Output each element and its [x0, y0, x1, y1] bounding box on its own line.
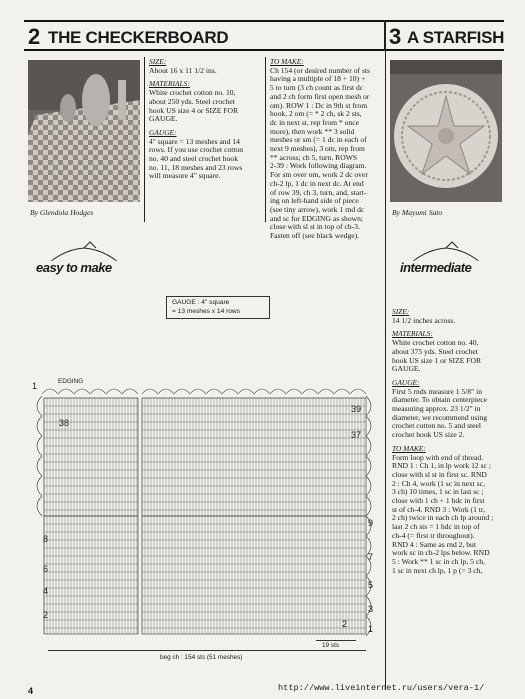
- header-bottom-rule: [24, 49, 504, 51]
- mesh-block: [142, 516, 366, 634]
- instruction-line: meshes or sm (= 1 dc in each of: [270, 135, 367, 145]
- col-rule-3: [385, 50, 386, 690]
- beg-ch-label: beg ch : 154 sts (51 meshes): [160, 654, 243, 661]
- instruction-line: RND 4 : Same as rnd 2, but: [392, 539, 476, 549]
- pattern3-title: A STARFISH: [407, 28, 505, 47]
- watermark-url: http://www.liveinternet.ru/users/vera-1/: [278, 683, 485, 693]
- row-number: 8: [43, 534, 49, 544]
- instruction-line: last 2 ch sts = 1 hdc in top of: [392, 522, 480, 532]
- crochet-chart: [36, 384, 376, 644]
- instruction-line: ing on left-hand side of piece: [270, 196, 359, 206]
- pattern3-credit: By Mayumi Sato: [392, 208, 443, 217]
- gauge-line: crochet hook US size 2.: [392, 430, 465, 440]
- instruction-line: RND 1 : Ch 1, in lp work 12 sc ;: [392, 461, 491, 471]
- pattern2-title: THE CHECKERBOARD: [48, 28, 229, 47]
- instruction-line: and 2 ch form first open mesh or: [270, 91, 370, 101]
- instruction-line: For sm over om, work 2 dc over: [270, 170, 368, 180]
- instruction-line: having a multiple of 18 + 10) +: [270, 74, 366, 84]
- size-value: 14 1/2 inches across.: [392, 315, 456, 325]
- gauge-line: no. 40 and steel crochet hook: [149, 154, 238, 164]
- instruction-line: Form loop with end of thread.: [392, 452, 484, 462]
- row-number: 2: [43, 610, 49, 620]
- instruction-line: ** across; ch 5, turn. ROWS: [270, 152, 358, 162]
- instruction-line: close with 1 ch + 1 hdc in first: [392, 496, 485, 506]
- gauge-line: diameter. To obtain centerpiece: [392, 395, 488, 405]
- instruction-line: 3 ch) 10 times, 1 sc in last sc ;: [392, 487, 484, 497]
- materials-line: White crochet cotton no. 10,: [149, 88, 236, 98]
- mesh-grid: [44, 398, 366, 634]
- instruction-line: 5 : Work ** 1 sc in ch lp, 5 ch,: [392, 556, 485, 566]
- mesh-block: [44, 516, 138, 634]
- gauge-line: measuring approx. 23 1/2" in: [392, 404, 481, 414]
- pattern3-text: [392, 308, 510, 575]
- instruction-line: 2 ch) twice in each ch lp around ;: [392, 513, 494, 523]
- row-number: 3: [368, 604, 374, 614]
- size-heading: SIZE:: [392, 307, 410, 316]
- diagram-gauge-box: [166, 296, 270, 319]
- gauge-line: no. 11, 18 meshes and 23 rows: [149, 162, 243, 172]
- intermediate-label: intermediate: [400, 260, 472, 275]
- gauge-line: crochet cotton no. 5 and steel: [392, 421, 481, 431]
- materials-line: about 375 yds. Steel crochet: [392, 346, 478, 356]
- gauge-line: diameter, we recommend using: [392, 412, 488, 422]
- instruction-line: more), then work ** 3 solid: [270, 126, 355, 136]
- header-divider: [384, 20, 386, 50]
- page-number: 4: [28, 686, 34, 696]
- instruction-line: 1 sc in next ch lp, 1 p (= 3 ch,: [392, 565, 483, 575]
- instruction-line: ch-4 (= first tr throughout).: [392, 530, 475, 540]
- mesh-block: [142, 398, 366, 516]
- mesh-block: [44, 398, 138, 516]
- pattern2-specs: [149, 58, 263, 181]
- materials-line: hook US size 1 or SIZE FOR: [392, 355, 482, 365]
- row-number: 9: [368, 518, 374, 528]
- materials-heading: MATERIALS:: [392, 329, 433, 339]
- intermediate-badge: [390, 240, 502, 290]
- row-number: 37: [351, 430, 362, 440]
- size-value: About 16 x 11 1/2 ins.: [149, 65, 217, 75]
- instruction-line: st of ch-4. RND 3 : Work (1 tr,: [392, 504, 486, 514]
- materials-line: about 250 yds. Steel crochet: [149, 96, 235, 106]
- instruction-line: close with sl st in top of ch-3.: [270, 222, 360, 232]
- pattern2-number: 2: [28, 24, 41, 49]
- instruction-line: next 9 meshes), 3 om, rep from: [270, 144, 365, 154]
- instruction-line: and sc for EDGING as shown;: [270, 213, 364, 223]
- instruction-line: 2-39 : Work following diagram.: [270, 161, 367, 171]
- edging-label: EDGING: [58, 378, 84, 385]
- tomake-heading: TO MAKE:: [270, 57, 304, 66]
- gauge-box-line: GAUGE : 4" square: [172, 299, 230, 306]
- instruction-line: Fasten off (see black wedge).: [270, 231, 360, 241]
- instruction-line: (see tiny arrow), work 1 rnd dc: [270, 204, 365, 214]
- instruction-line: ch-2 lp, 1 dc in next dc. At end: [270, 178, 364, 188]
- sts-bracket: [316, 640, 356, 641]
- instruction-line: of row 39, ch 3, turn, and, start-: [270, 187, 367, 197]
- tomake-heading: TO MAKE:: [392, 443, 426, 453]
- left-edging: [37, 396, 42, 516]
- row-number: 4: [43, 586, 49, 596]
- instruction-line: close with sl st in first sc. RND: [392, 469, 487, 479]
- size-heading: SIZE:: [149, 57, 167, 66]
- col-rule-2: [265, 57, 266, 222]
- materials-line: hook US size 4 or SIZE FOR: [149, 105, 239, 115]
- row-number: 38: [59, 418, 70, 428]
- edging-scallops: [42, 389, 366, 394]
- easy-to-make-label: easy to make: [36, 260, 112, 275]
- row-number: 7: [368, 552, 374, 562]
- edging-start-number: 1: [32, 381, 38, 391]
- checkerboard-photo: [28, 60, 140, 202]
- instruction-line: hook, 2 om (= * 2 ch, sk 2 sts,: [270, 109, 362, 119]
- instruction-line: 5 to turn (3 ch count as first dc: [270, 83, 364, 93]
- top-rule: [24, 20, 504, 22]
- instruction-line: 2 : Ch 4, work (1 sc in next sc,: [392, 478, 486, 488]
- row-number: 6: [43, 564, 49, 574]
- gauge-box-line: = 13 meshes x 14 rows: [172, 307, 240, 315]
- row-number: 1: [368, 624, 374, 634]
- instruction-line: Ch 154 (or desired number of sts: [270, 65, 370, 75]
- materials-line: GAUGE.: [392, 364, 421, 374]
- pattern2-instructions: [270, 58, 384, 241]
- easy-to-make-badge: [28, 240, 140, 290]
- beg-ch-bracket: [48, 650, 366, 651]
- gauge-heading: GAUGE:: [149, 127, 177, 137]
- right-edging: [366, 396, 374, 636]
- gauge-line: will measure 4" square.: [149, 171, 221, 181]
- gauge-line: rows. If you use crochet cotton: [149, 145, 244, 155]
- sts-label: 19 sts: [322, 642, 340, 649]
- gauge-line: First 5 rnds measure 1 5/8" in: [392, 386, 482, 396]
- instruction-line: om). ROW 1 : Dc in 9th st from: [270, 100, 368, 110]
- materials-line: White crochet cotton no. 40,: [392, 338, 479, 348]
- starfish-photo: [390, 60, 502, 202]
- col-rule-1: [144, 57, 145, 222]
- gauge-heading: GAUGE:: [392, 377, 420, 387]
- gauge-line: 4" square = 13 meshes and 14: [149, 136, 240, 146]
- pattern2-credit: By Glendola Hodges: [30, 208, 94, 217]
- materials-heading: MATERIALS:: [149, 79, 190, 89]
- row-number: 5: [368, 580, 374, 590]
- materials-line: GAUGE.: [149, 114, 178, 124]
- instruction-line: dc in next st, rep from * once: [270, 117, 359, 127]
- pattern3-number: 3: [389, 24, 402, 49]
- row-number: 39: [351, 404, 362, 414]
- row-number-inner: 2: [342, 619, 348, 629]
- instruction-line: work sc in ch-2 lps below. RND: [392, 548, 490, 558]
